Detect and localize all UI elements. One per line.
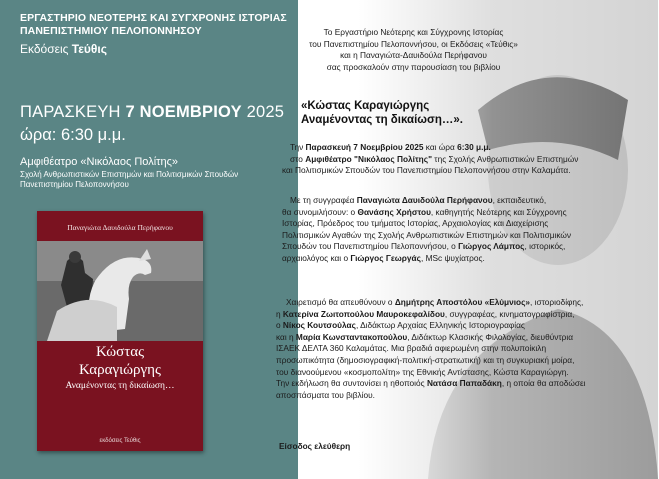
speakers-line-3: Ιστορίας, Πρόεδρος του τμήματος Ιστορίας, Αρχαιολογίας και Διαχείρισης [282,218,549,229]
speakers-l6-c: , MSc ψυχίατρος. [420,252,485,263]
greetings-koutsoulas: Νίκος Κουτσούλας [282,320,356,331]
speakers-l2-a: θα συνομιλήσουν: ο [282,206,358,217]
speakers-l5-c: , ιστορικός, [524,241,566,252]
speakers-lampos: Γιώργος Λάμπος [458,241,525,252]
book-title-line-2: Καραγιώργης [79,362,161,378]
greetings-l1-c: , ιστοριοδίφης, [530,297,584,307]
speakers-christou: Θανάσης Χρήστου [357,206,431,217]
info-panel [0,0,298,479]
event-date [20,103,284,122]
speakers-georgas: Γιώργος Γεωργάς [350,252,421,263]
speakers-block [282,195,647,265]
greetings-l4-c: , Διδάκτωρ Κλασικής Φιλολογίας, διευθύντρια [407,331,574,342]
book-publisher: εκδόσεις Τεύθις [99,438,141,444]
book-subtitle: Αναμένοντας τη δικαίωση… [65,381,175,391]
event-year: 2025 [246,103,285,121]
greetings-line-5: ΙΣΑΕΚ ΔΕΛΤΑ 360 Καλαμάτας. Μια βραδιά αφιερωμένη στην πολυποίκιλη [276,343,547,354]
when-line-2 [282,154,647,166]
event-date-bold: 7 ΝΟΕΜΒΡΙΟΥ [125,103,242,121]
when-l1-c: και ώρα [423,142,458,152]
greetings-l4-a: και η [276,331,296,342]
speakers-author: Παναγιώτα Δαυιδούλα Περήφανου [356,195,493,205]
publisher-prefix: Εκδόσεις [20,42,69,56]
when-l2-a: στο [290,153,306,164]
speakers-line-6 [282,253,647,265]
intro-line-1: Το Εργαστήριο Νεότερης και Σύγχρονης Ιστορίας [323,27,504,37]
when-l2-c: της Σχολής Ανθρωπιστικών Επιστημών [432,153,579,164]
publisher-name: Τεύθις [71,42,107,56]
speakers-l1-a: Με τη συγγραφέα [290,195,357,205]
speakers-line-2 [282,207,647,219]
organizer-line-1: ΕΡΓΑΣΤΗΡΙΟ ΝΕΟΤΕΡΗΣ ΚΑΙ ΣΥΓΧΡΟΝΗΣ ΙΣΤΟΡΙΑΣ [20,12,287,24]
greetings-line-3 [276,320,651,332]
when-l1-a: Την [290,142,306,152]
greetings-line-4 [276,332,651,344]
intro-line-2: του Πανεπιστημίου Πελοποννήσου, οι Εκδόσεις «Τεύθις» [309,38,518,49]
speakers-l2-c: , καθηγητής Νεότερης και Σύγχρονης [430,206,567,217]
when-venue: Αμφιθέατρο "Νικόλαος Πολίτης" [305,153,432,164]
organizer-line-2: ΠΑΝΕΠΙΣΤΗΜΙΟΥ ΠΕΛΟΠΟΝΝΗΣΟΥ [20,24,202,37]
greetings-apostolou: Δημήτρης Αποστόλου «Ελύμνιος» [394,297,531,307]
greetings-line-2 [276,309,651,321]
school-line-1: Σχολή Ανθρωπιστικών Επιστημών και Πολιτισμικών Σπουδών [20,170,239,179]
when-block [282,142,647,177]
speakers-l5-a: Σπουδών του Πανεπιστημίου Πελοποννήσου, ο [282,241,459,252]
speakers-line-4: Πολιτισμικών Αγαθών της Σχολής Ανθρωπιστικών Επιστημών και Πολιτισμικών [282,229,572,240]
book-title-heading-line-1: «Κώστας Καραγιώργης [301,100,430,112]
intro-line-4: σας προσκαλούν στην παρουσίαση του βιβλίου [326,61,501,72]
greetings-papadaki: Νατάσα Παπαδάκη [426,378,502,389]
when-line-1 [282,142,647,154]
school-line-2: Πανεπιστημίου Πελοποννήσου [20,180,129,189]
event-venue: Αμφιθέατρο «Νικόλαος Πολίτης» [20,156,179,168]
organizer-heading [20,12,287,37]
event-school [20,170,280,190]
speakers-l6-a: αρχαιολόγος και ο [282,252,351,263]
greetings-l2-a: η [276,308,283,319]
book-title-heading [301,99,463,127]
greetings-konstantakopoulou: Μαρία Κωνσταντακοπούλου [295,331,408,342]
speakers-l1-c: , εκπαιδευτικό, [492,195,547,205]
greetings-l3-c: , Διδάκτωρ Αρχαίας Ελληνικής Ιστοριογραφίας [355,320,525,331]
greetings-l3-a: ο [276,320,283,331]
cover-photo-horseman [37,241,203,341]
event-time: ώρα: 6:30 μ.μ. [20,126,126,144]
intro-line-3: και η Παναγιώτα-Δαυιδούλα Περήφανου [340,50,487,61]
speakers-line-5 [282,241,647,253]
greetings-line-8 [276,378,651,390]
greetings-l8-a: Την εκδήλωση θα συντονίσει η ηθοποιός [276,378,427,389]
book-cover [37,211,203,451]
speakers-line-1 [282,195,647,207]
intro-block [306,27,521,73]
event-day: ΠΑΡΑΣΚΕΥΗ [20,103,121,121]
greetings-l8-c: , η οποία θα αποδώσει [501,378,586,389]
publisher-label [20,42,107,56]
when-line-3: και Πολιτισμικών Σπουδών του Πανεπιστημίου Πελοποννήσου στην Καλαμάτα. [282,165,571,176]
greetings-line-7: του διανοούμενου «κοσμοπολίτη» της Εθνικής Αντίστασης, Κώστα Καραγιώργη. [276,366,569,377]
greetings-l1-a: Χαιρετισμό θα απευθύνουν ο [286,297,395,307]
greetings-l2-c: , συγγραφέας, κινηματογραφίστρια, [444,308,575,319]
book-title-heading-line-2: Αναμένοντας τη δικαίωση…». [301,114,463,126]
when-date: Παρασκευή 7 Νοεμβρίου 2025 [305,142,424,152]
greetings-block [276,297,651,401]
book-author: Παναγιώτα Δαυιδούλα Περήφανου [67,223,173,232]
greetings-line-9: αποσπάσματα του βιβλίου. [276,389,375,400]
greetings-line-1 [276,297,651,309]
free-entry: Είσοδος ελεύθερη [279,441,351,451]
greetings-line-6: προσωπικότητα (δημοσιογραφική-πολιτική-στρατιωτική) και τη συγκυριακή μοίρα, [276,354,575,365]
book-title-line-1: Κώστας [95,344,145,360]
when-time: 6:30 μ.μ. [457,142,491,152]
greetings-zoitopoulou: Κατερίνα Ζωιτοπούλου Μαυροκεφαλίδου [282,308,445,319]
